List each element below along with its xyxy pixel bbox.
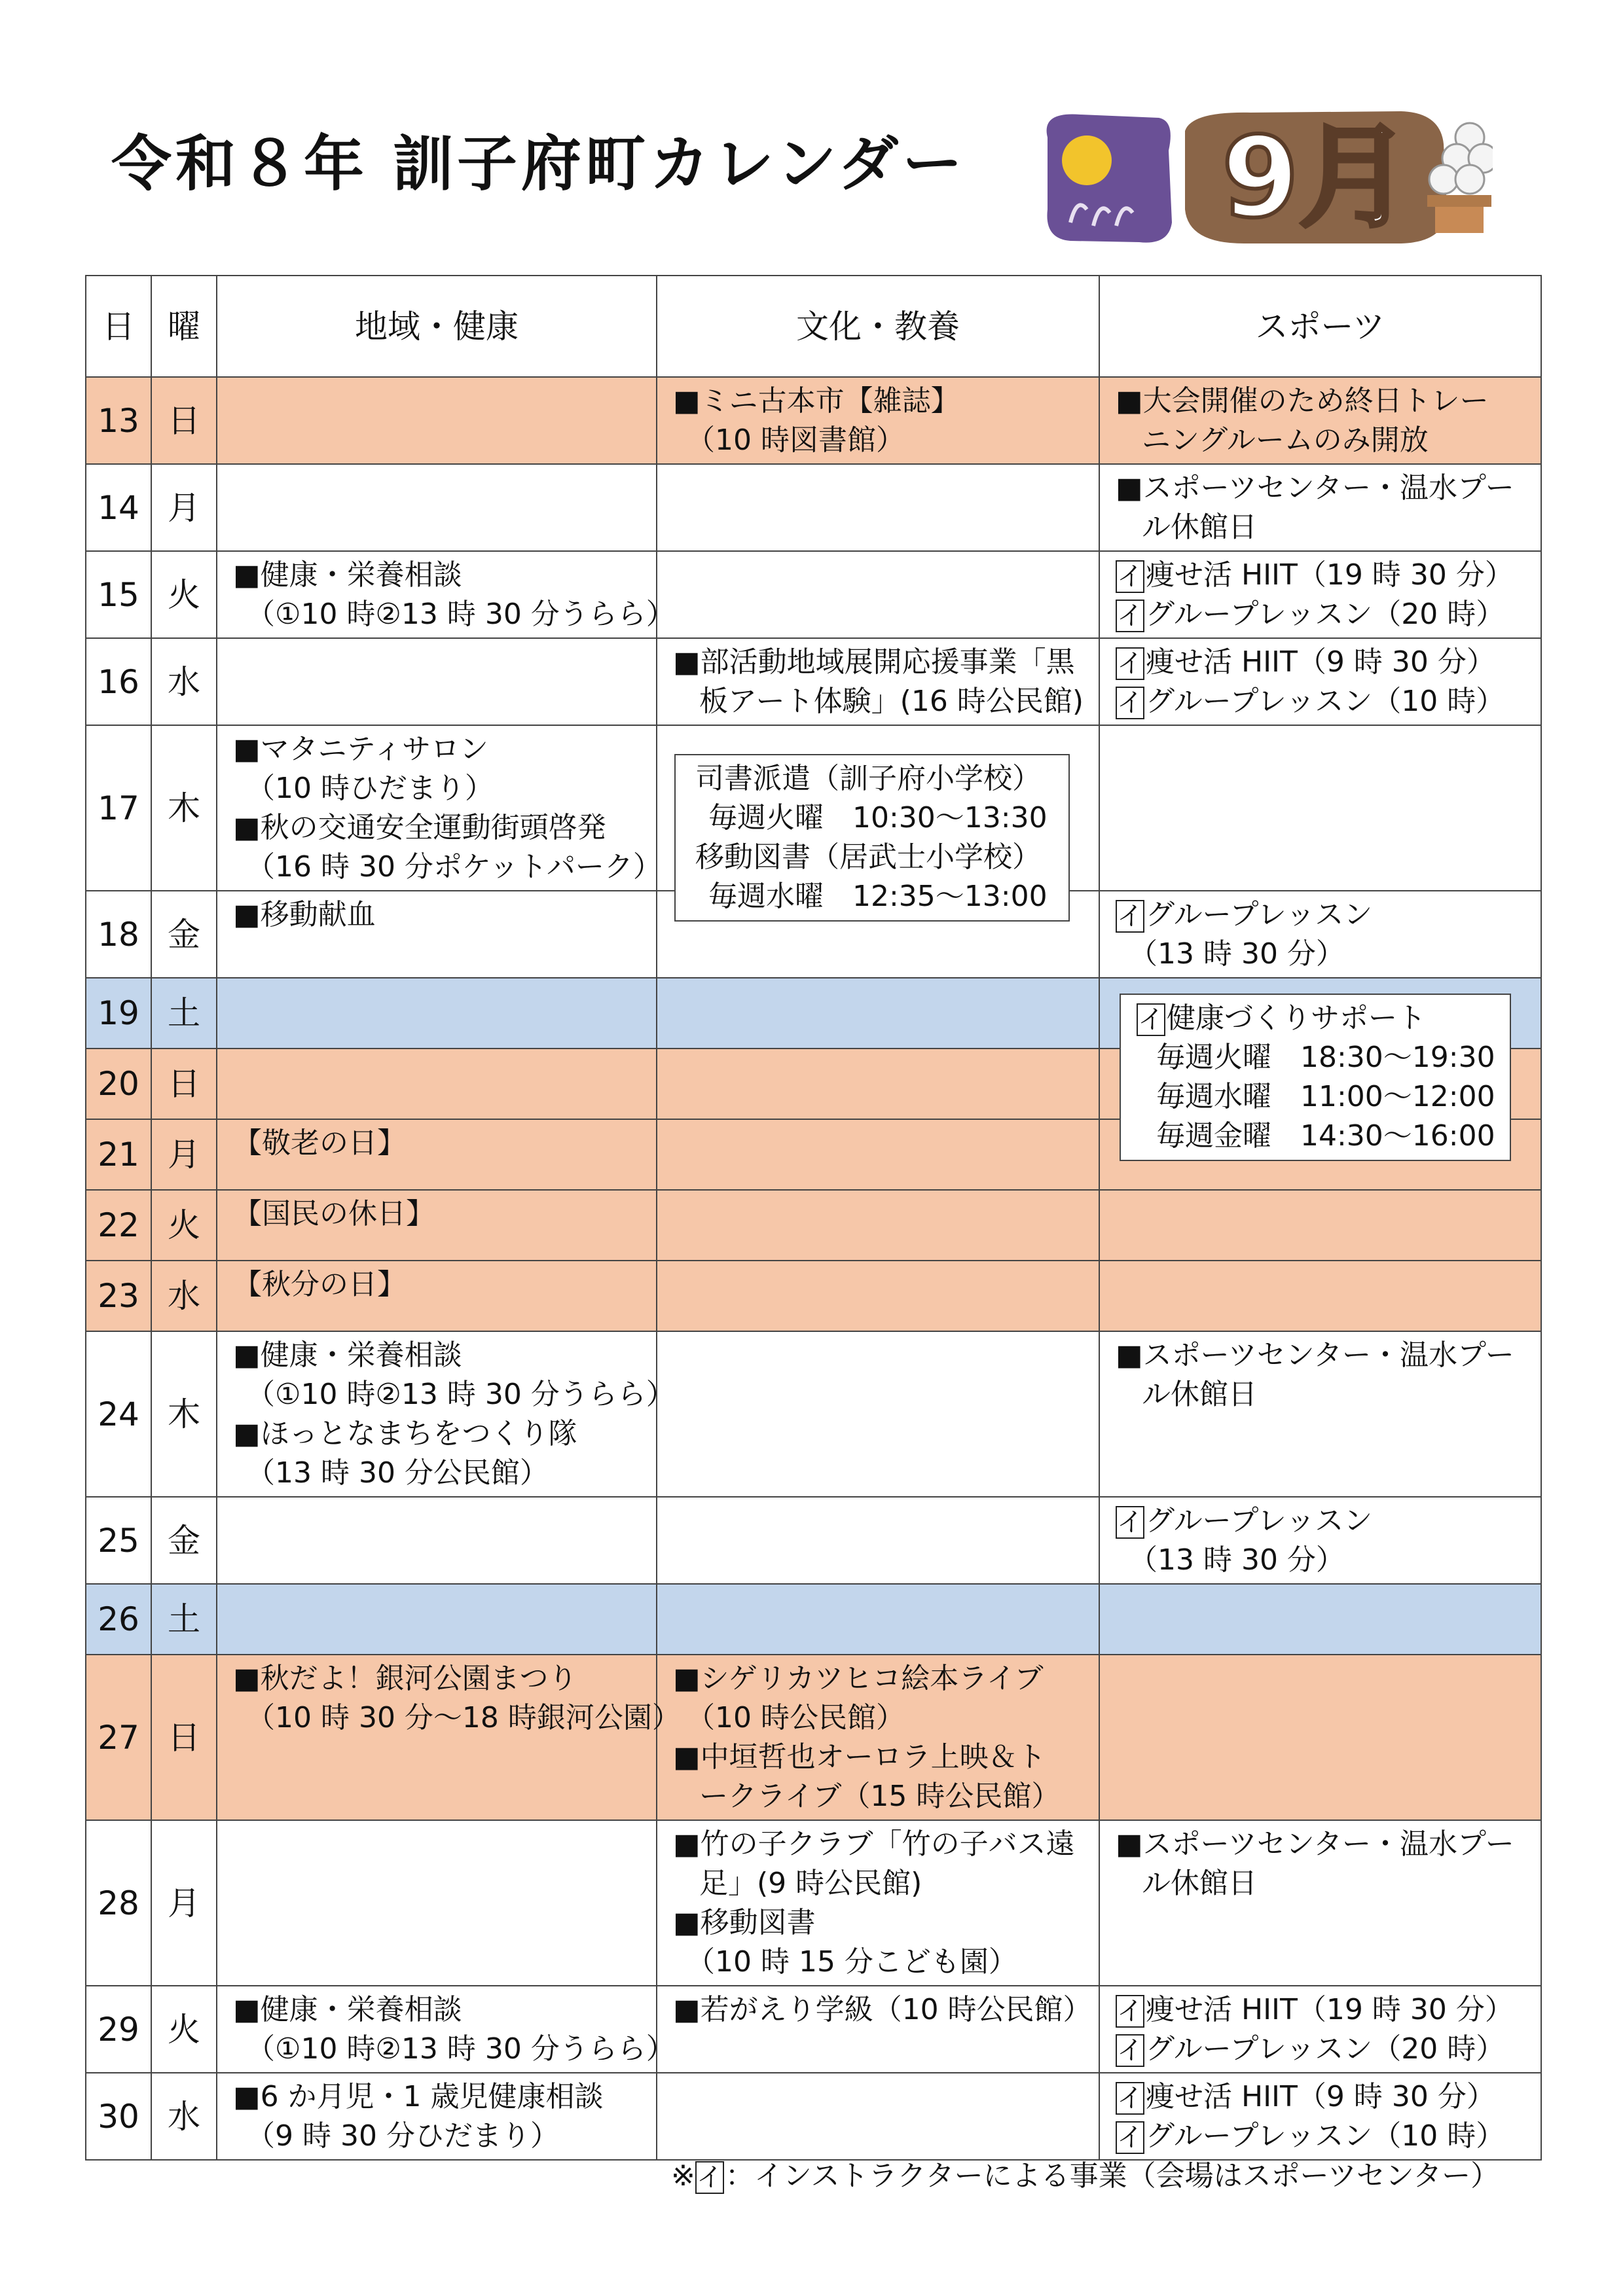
weekday-label: 水 [151,638,217,725]
sports-entry-text: 痩せ活 HIIT（19 時 30 分） [1146,1993,1514,2026]
community-entry-text: （9 時 30 分ひだまり） [246,2119,559,2153]
day-number: 14 [86,464,151,551]
community-cell [217,464,657,551]
culture-cell [657,1986,1099,2073]
sports-entry-text: ニングルームのみ開放 [1142,423,1429,457]
header-community: 地域・健康 [217,276,657,377]
sports-entry-text: 痩せ活 HIIT（19 時 30 分） [1146,558,1514,592]
calendar-row [86,638,1541,725]
health-support-box [1120,994,1511,1161]
community-entry-line [233,769,649,808]
culture-entry-line [673,1943,1092,1982]
community-cell [217,1190,657,1261]
sports-entry-text: ル休館日 [1142,1867,1257,1900]
community-entry-text: （10 時 30 分～18 時銀河公園） [246,1701,681,1734]
culture-entry-line [673,421,1092,460]
community-cell [217,1049,657,1119]
culture-entry-text: 板アート体験」(16 時公民館) [699,685,1084,718]
community-entry-text: ■ほっとなまちをつくり隊 [233,1417,577,1450]
sports-entry-line [1116,556,1534,595]
sports-entry-text: ■スポーツセンター・温水プー [1116,1338,1514,1372]
calendar-table [85,275,1542,2161]
weekday-label: 日 [151,377,217,464]
weekday-label: 金 [151,1497,217,1584]
community-cell [217,2073,657,2160]
library-line: 毎週水曜 12:35～13:00 [708,880,1048,913]
weekday-label: 木 [151,1331,217,1497]
culture-cell [657,2073,1099,2160]
community-entry-line [233,2117,649,2156]
community-entry-text: （①10 時②13 時 30 分うらら） [246,1378,675,1411]
culture-entry-line [673,1903,1092,1943]
instructor-mark-icon: イ [1117,688,1143,718]
sports-entry-text: グループレッスン [1146,898,1373,931]
weekday-label: 水 [151,2073,217,2160]
community-entry-text: ■健康・栄養相談 [233,1993,462,2026]
day-number: 25 [86,1497,151,1584]
sports-entry-line [1116,421,1534,460]
weekday-label: 金 [151,891,217,978]
community-entry-text: （①10 時②13 時 30 分うらら） [246,2032,675,2066]
community-entry-text: ■健康・栄養相談 [233,1338,462,1372]
sports-entry-line [1116,1375,1534,1414]
health-line: 毎週金曜 14:30～16:00 [1156,1119,1495,1153]
culture-entry-line [673,643,1092,682]
calendar-row [86,1497,1541,1584]
sports-entry-text: ル休館日 [1142,511,1257,544]
calendar-row [86,377,1541,464]
community-entry-line [233,595,675,634]
community-entry-text: ■移動献血 [233,898,376,931]
culture-cell [657,1497,1099,1584]
culture-entry-text: 足」(9 時公民館) [699,1867,922,1900]
day-number: 30 [86,2073,151,2160]
community-entry-line [233,1414,649,1454]
instructor-mark-icon: イ [1117,649,1143,679]
weekday-label: 月 [151,1119,217,1190]
instructor-mark-icon: イ [1117,2123,1143,2153]
culture-entry-text: （10 時公民館） [686,1701,905,1734]
instructor-mark-icon: イ [696,2162,723,2193]
culture-cell [657,1190,1099,1261]
culture-entry-text: ■若がえり学級（10 時公民館） [673,1993,1092,2026]
sports-entry-line [1116,643,1534,682]
sports-cell [1099,1497,1541,1584]
culture-cell [657,1655,1099,1820]
community-entry-line [233,730,649,769]
sports-cell [1099,1190,1541,1261]
community-entry-line [233,895,649,935]
weekday-label: 火 [151,551,217,638]
community-entry-line [233,1124,649,1163]
calendar-row [86,1261,1541,1331]
culture-entry-line [673,1698,1092,1738]
sports-entry-line [1116,1541,1534,1580]
weekday-label: 月 [151,464,217,551]
sports-cell [1099,1986,1541,2073]
sports-cell [1099,2073,1541,2160]
sports-entry-line [1116,895,1534,935]
instructor-mark-icon: イ [1117,601,1143,631]
sports-entry-line [1116,469,1534,508]
community-entry-line [233,1265,649,1304]
community-entry-text: （①10 時②13 時 30 分うらら） [246,598,675,631]
community-cell [217,1261,657,1331]
moon-night-icon [1047,114,1172,242]
community-cell [217,725,662,891]
community-entry-text: 【秋分の日】 [233,1268,406,1301]
weekday-label: 月 [151,1820,217,1986]
weekday-label: 火 [151,1190,217,1261]
header-row [86,276,1541,377]
day-number: 22 [86,1190,151,1261]
sports-entry-line [1116,1501,1534,1541]
community-entry-line [233,556,649,595]
page-title: 令和８年 訓子府町カレンダー [111,129,967,199]
sports-entry-text: グループレッスン（10 時） [1146,685,1505,718]
sports-entry-text: ■スポーツセンター・温水プー [1116,471,1514,505]
community-entry-line [233,2030,675,2069]
instructor-mark-icon: イ [1138,1005,1164,1035]
culture-entry-text: ークライブ（15 時公民館） [699,1780,1061,1813]
day-number: 21 [86,1119,151,1190]
culture-cell [657,1584,1099,1655]
culture-entry-text: （10 時図書館） [686,423,905,457]
culture-entry-line [673,1659,1092,1698]
community-entry-text: ■秋の交通安全運動街頭啓発 [233,811,606,844]
community-entry-text: ■健康・栄養相談 [233,558,462,592]
day-number: 26 [86,1584,151,1655]
culture-entry-line [673,1777,1092,1816]
sports-cell [1099,1584,1541,1655]
community-entry-line [233,848,662,887]
culture-cell [657,1820,1099,1986]
month-illustration [1034,98,1493,255]
community-entry-text: （10 時ひだまり） [246,772,494,805]
sports-entry-text: 痩せ活 HIIT（9 時 30 分） [1146,645,1495,679]
sports-entry-line [1116,508,1534,547]
community-entry-line [233,1336,649,1375]
instructor-mark-icon: イ [1117,1507,1143,1537]
library-line: 司書派遣（訓子府小学校） [695,762,1041,795]
sports-cell [1099,464,1541,551]
library-schedule-box [674,754,1070,922]
culture-entry-line [673,1990,1092,2030]
instructor-mark-icon: イ [1117,901,1143,931]
day-number: 19 [86,978,151,1049]
culture-entry-line [673,382,1092,421]
culture-entry-text: （10 時 15 分こども園） [686,1945,1017,1979]
community-cell [217,638,657,725]
day-number: 13 [86,377,151,464]
sports-entry-line [1116,595,1534,634]
community-cell [217,978,657,1049]
sports-cell [1099,551,1541,638]
community-cell [217,1820,657,1986]
footnote [671,2157,1499,2196]
day-number: 28 [86,1820,151,1986]
community-entry-text: 【敬老の日】 [233,1126,406,1160]
sports-cell [1099,638,1541,725]
weekday-label: 木 [151,725,217,891]
sports-entry-line [1116,2117,1534,2156]
full-moon-icon [1062,135,1112,185]
instructor-mark-icon: イ [1117,2036,1143,2066]
community-entry-line [233,1194,649,1234]
culture-cell [657,377,1099,464]
calendar-row [86,1655,1541,1820]
community-entry-text: 【国民の休日】 [233,1197,435,1230]
library-line: 毎週火曜 10:30～13:30 [708,801,1048,834]
culture-cell [657,1049,1099,1119]
sports-cell [1099,725,1541,891]
weekday-label: 火 [151,1986,217,2073]
sports-entry-line [1116,1864,1534,1903]
health-line: 毎週水曜 11:00～12:00 [1156,1080,1495,1113]
weekday-label: 土 [151,978,217,1049]
community-entry-line [233,1990,649,2030]
library-line: 移動図書（居武士小学校） [695,840,1041,874]
sports-entry-line [1116,382,1534,421]
community-cell [217,1331,675,1497]
community-entry-line [233,1659,649,1698]
day-number: 16 [86,638,151,725]
month-badge-text: 9月 [1221,113,1411,243]
culture-cell [657,1261,1099,1331]
sports-entry-text: （13 時 30 分） [1129,1543,1345,1577]
day-number: 17 [86,725,151,891]
community-entry-line [233,1454,649,1493]
footnote-text: ：インストラクターによる事業（会場はスポーツセンター） [725,2159,1500,2193]
culture-entry-text: ■部活動地域展開応援事業「黒 [673,645,1075,679]
community-cell [217,1584,657,1655]
day-number: 24 [86,1331,151,1497]
sports-entry-line [1116,935,1534,974]
community-cell [217,891,657,978]
sports-entry-text: グループレッスン（10 時） [1146,2119,1505,2153]
sports-entry-text: ■スポーツセンター・温水プー [1116,1827,1514,1861]
day-number: 23 [86,1261,151,1331]
culture-entry-text: ■竹の子クラブ「竹の子バス遠 [673,1827,1075,1861]
calendar-row [86,1190,1541,1261]
culture-cell [657,1331,1099,1497]
sports-cell [1099,891,1541,978]
sports-entry-line [1116,1336,1534,1375]
culture-entry-text: ■移動図書 [673,1906,816,1939]
culture-entry-line [673,1864,1092,1903]
sports-entry-line [1116,2030,1534,2069]
day-number: 20 [86,1049,151,1119]
footnote-prefix: ※ [671,2159,695,2193]
calendar-row [86,1584,1541,1655]
sports-entry-line [1116,682,1534,721]
sports-entry-text: グループレッスン [1146,1504,1373,1537]
calendar-row [86,464,1541,551]
community-cell [217,551,675,638]
culture-entry-line [673,1825,1092,1864]
community-entry-text: ■マタニティサロン [233,732,489,766]
sports-cell [1099,1655,1541,1820]
instructor-mark-icon: イ [1117,562,1143,592]
health-box-title: 健康づくりサポート [1167,1001,1426,1035]
day-number: 15 [86,551,151,638]
culture-entry-line [673,682,1092,721]
community-entry-text: ■6 か月児・1 歳児健康相談 [233,2080,604,2113]
sports-entry-text: グループレッスン（20 時） [1146,598,1505,631]
weekday-label: 日 [151,1655,217,1820]
culture-entry-text: ■中垣哲也オーロラ上映＆ト [673,1740,1046,1774]
community-cell [217,1986,675,2073]
culture-cell [657,464,1099,551]
community-cell [217,377,657,464]
community-entry-line [233,2077,649,2117]
header-sports: スポーツ [1099,276,1541,377]
community-entry-line [233,1698,681,1738]
instructor-mark-icon: イ [1117,2083,1143,2113]
culture-entry-text: ■ミニ古本市【雑誌】 [673,384,960,418]
calendar-row [86,1820,1541,1986]
culture-cell [657,978,1099,1049]
header-day: 日 [86,276,151,377]
community-entry-text: （13 時 30 分公民館） [246,1456,549,1490]
sports-entry-text: ル休館日 [1142,1378,1257,1411]
sports-entry-line [1116,2077,1534,2117]
sports-cell [1099,1331,1541,1497]
health-line: 毎週火曜 18:30～19:30 [1156,1041,1495,1074]
culture-entry-text: ■シゲリカツヒコ絵本ライブ [673,1662,1044,1695]
day-number: 27 [86,1655,151,1820]
sports-entry-line [1116,1825,1534,1864]
sports-entry-line [1116,1990,1534,2030]
calendar-row [86,1331,1541,1497]
sports-cell [1099,1261,1541,1331]
calendar-row [86,2073,1541,2160]
community-cell [217,1119,657,1190]
culture-cell [657,1119,1099,1190]
sports-entry-text: ■大会開催のため終日トレー [1116,384,1489,418]
community-entry-text: （16 時 30 分ポケットパーク） [246,850,662,884]
community-entry-line [233,1375,675,1414]
day-number: 29 [86,1986,151,2073]
culture-cell [657,638,1099,725]
community-cell [217,1655,681,1820]
community-entry-line [233,808,649,848]
culture-entry-line [673,1738,1092,1777]
sports-cell [1099,377,1541,464]
weekday-label: 水 [151,1261,217,1331]
calendar-row [86,1986,1541,2073]
community-entry-text: ■秋だよ！銀河公園まつり [233,1662,577,1695]
day-number: 18 [86,891,151,978]
sports-entry-text: （13 時 30 分） [1129,937,1345,971]
weekday-label: 日 [151,1049,217,1119]
sports-cell [1099,1820,1541,1986]
weekday-label: 土 [151,1584,217,1655]
culture-cell [657,551,1099,638]
sports-entry-text: 痩せ活 HIIT（9 時 30 分） [1146,2080,1495,2113]
calendar-row [86,551,1541,638]
sports-entry-text: グループレッスン（20 時） [1146,2032,1505,2066]
instructor-mark-icon: イ [1117,1996,1143,2026]
community-cell [217,1497,657,1584]
header-culture: 文化・教養 [657,276,1099,377]
header-weekday: 曜 [151,276,217,377]
